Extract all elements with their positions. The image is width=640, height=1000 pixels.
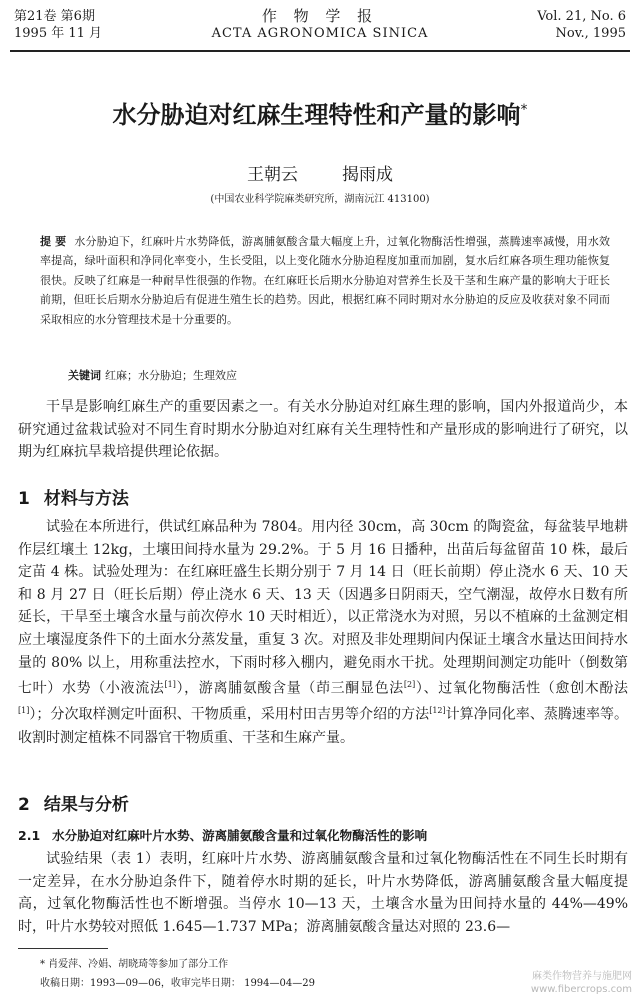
abstract-text: 水分胁迫下，红麻叶片水势降低，游离脯氨酸含量大幅度上升，过氧化物酶活性增强，蒸腾速率减慢，用水效率提高，绿叶面积和净同化率变小，生长受阻，以上变化随水分胁迫程度加重而加剧，复水后红麻各项生理功能恢复很快。反映了红麻是一种耐旱性很强的作物。在红麻旺长后期水分胁迫对营养生长及干茎和生麻产量的影响大于旺长前期，但旺长后期水分胁迫后有促进生殖生长的趋势。因此，根据红麻不同时期对水分胁迫的反应及收获对象不同而采取相应的水分管理技术是十分重要的。 [40, 235, 610, 326]
footnote-dates: 收稿日期：1993—09—06，收审完毕日期： 1994—04—29 [40, 978, 315, 989]
volume-issue-en: Vol. 21, No. 6 [537, 9, 626, 24]
citation-3: [1] [18, 706, 30, 716]
abstract [40, 232, 610, 329]
paper-title [0, 95, 640, 130]
header-right [537, 8, 626, 42]
citation-4: [12] [429, 706, 446, 716]
journal-header [14, 8, 626, 52]
section-2-heading [18, 790, 129, 815]
watermark-url: www.fibercrops.com [530, 984, 632, 995]
methods-text-1: 试验在本所进行，供试红麻品种为 7804。用内径 30cm，高 30cm 的陶瓷盆，每盆装早地耕作层红壤土 12kg，土壤田间持水量为 29.2%。于 5 月 16 日播种，出苗后每盆留苗 10 株，最后定苗 4 株。试验处理为：在红麻旺盛生长期分别于 7 月 14 日（旺长前期）停止浇水 6 天、10 天和 8 月 27 日（旺长后期）停止浇水 6 天、13 天（因遇多日阴雨天，空气潮湿，故停水日数有所延长，干旱至土壤含水量与前次停水 10 天时相近），以正常浇水为对照，另以不植麻的土盆测定相应土壤湿度条件下的土面水分蒸发量，重复 3 次。对照及非处理期间内保证土壤含水量达田间持水量的 80% 以上，用称重法控水，下雨时移入棚内，避免雨水干扰。处理期间测定功能叶（倒数第七叶）水势（小液流法 [18, 519, 628, 697]
watermark-cn: 麻类作物营养与施肥网 [532, 971, 632, 982]
methods-text-3: ）、过氧化物酶活性（愈创木酚法 [415, 680, 629, 697]
methods-text-4: ）；分次取样测定叶面积、干物质重，采用村田吉男等介绍的方法 [29, 707, 430, 724]
section-1-number: 1 [18, 489, 30, 509]
section-2-1-title: 水分胁迫对红麻叶片水势、游离脯氨酸含量和过氧化物酶活性的影响 [52, 828, 428, 843]
date-en: Nov., 1995 [555, 26, 626, 41]
section-2-1-heading [18, 826, 427, 844]
section-1-heading [18, 484, 129, 509]
methods-text-5: 计算净同化率、蒸腾速率等。收割时测定植株不同器官干物质重、干茎和生麻产量。 [18, 707, 628, 746]
title-text: 水分胁迫对红麻生理特性和产量的影响 [112, 101, 521, 129]
title-footnote-mark: * [520, 102, 528, 118]
volume-issue-cn: 第21卷 第6期 [14, 9, 95, 24]
section-2-number: 2 [18, 795, 30, 815]
section-1-title: 材料与方法 [43, 489, 129, 509]
site-watermark [531, 970, 632, 996]
footnote-rule [18, 948, 108, 949]
affiliation: (中国农业科学院麻类研究所，湖南沅江 413100) [210, 194, 430, 205]
header-rule [10, 50, 630, 52]
header-center [14, 8, 626, 42]
author-2: 揭雨成 [342, 165, 393, 185]
abstract-label: 提 要 [40, 235, 67, 248]
journal-name-cn: 作 物 学 报 [261, 7, 379, 25]
citation-1: [1] [164, 680, 176, 690]
section-2-1-number: 2.1 [18, 828, 41, 843]
keywords [68, 367, 237, 383]
journal-name-en: ACTA AGRONOMICA SINICA [211, 26, 429, 41]
results-paragraph: 试验结果（表 1）表明，红麻叶片水势、游离脯氨酸含量和过氧化物酶活性在不同生长时期有一定差异，在水分胁迫条件下，随着停水时期的延长，叶片水势降低，游离脯氨酸含量大幅度提高，过氧化物酶活性也不断增强。当停水 10—13 天，土壤含水量为田间持水量的 44%—49%时，叶片水势较对照低 1.645—1.737 MPa；游离脯氨酸含量达对照的 23.6— [18, 851, 628, 935]
methods-text-2: ），游离脯氨酸含量（茚三酮显色法 [175, 680, 404, 697]
keywords-text: 红麻；水分胁迫；生理效应 [105, 369, 237, 382]
methods-paragraph [18, 516, 628, 749]
date-cn: 1995 年 11 月 [14, 26, 103, 41]
intro-paragraph: 干旱是影响红麻生产的重要因素之一。有关水分胁迫对红麻生理的影响，国内外报道尚少，本研究通过盆栽试验对不同生育时期水分胁迫对红麻有关生理特性和产量形成的影响进行了研究，以期为红麻抗旱栽培提供理论依据。 [18, 399, 628, 461]
section-2-title: 结果与分析 [43, 795, 129, 815]
keywords-label: 关键词 [68, 369, 101, 382]
author-list [0, 160, 640, 185]
citation-2: [2] [403, 680, 416, 690]
author-1: 王朝云 [247, 165, 298, 185]
footnote-acknowledgement: * 肖爱萍、冷娟、胡晓琦等参加了部分工作 [40, 959, 229, 970]
